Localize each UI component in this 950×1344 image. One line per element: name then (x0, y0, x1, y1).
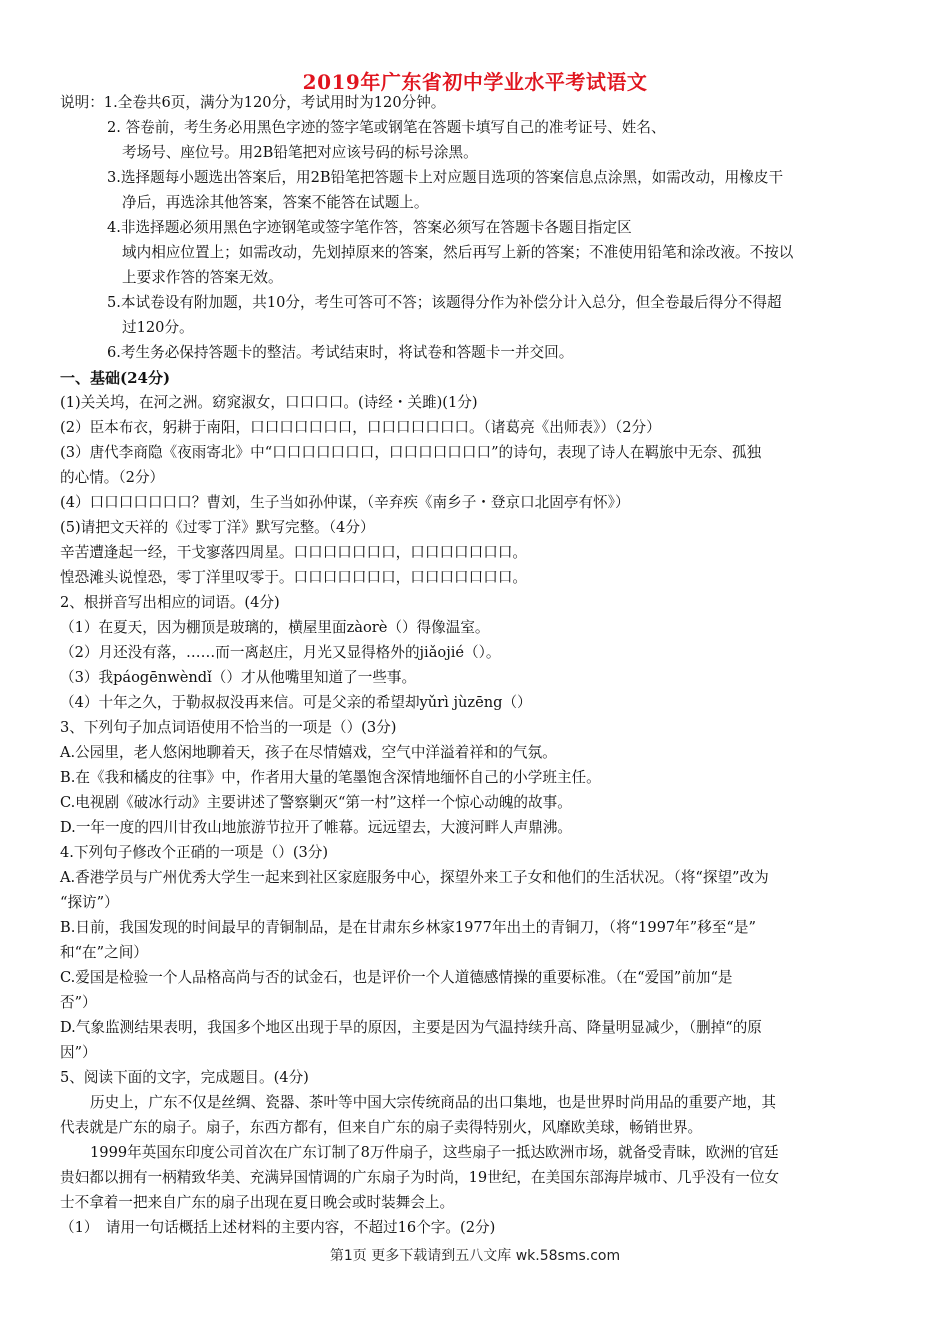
question-4-option-a: A.香港学员与广州优秀大学生一起来到社区家庭服务中心，探望外来工子女和他们的生活状况。（将“探望”改为 (60, 869, 769, 886)
question-4-option-d-cont: 因”） (60, 1044, 97, 1061)
passage-paragraph-2: 1999年英国东印度公司首次在广东订制了8万件扇子，这些扇子一抵达欧洲市场，就备受青昧，欧洲的官廷 (90, 1144, 779, 1161)
instruction-4-cont: 域内相应位置上；如需改动，先划掉原来的答案，然后再写上新的答案；不准使用铅笔和涂改液。不按以 (122, 244, 794, 261)
instruction-2: 2. 答卷前，考生务必用黑色字迹的签字笔或钢笔在答题卡填写自己的准考证号、姓名、 (107, 119, 666, 136)
poem-line-2: 惶恐滩头说惶恐，零丁洋里叹零于。口口口口口口口，口口口口口口口。 (60, 569, 528, 586)
question-5-1: （1） 请用一句话概括上述材料的主要内容，不超过16个字。(2分) (60, 1219, 496, 1236)
question-1-3: (3）唐代李商隐《夜雨寄北》中“口口口口口口口，口口口口口口口”的诗句，表现了诗人在羁旅中无奈、孤独 (60, 444, 762, 461)
question-4-option-a-cont: “探访”） (60, 894, 119, 911)
question-1-4: (4）口口口口口口口？曹刘，生子当如孙仲谋，（辛弃疾《南乡子・登京口北固亭有怀》） (60, 494, 630, 511)
page-footer: 第1页 更多下载请到五八文库 wk.58sms.com (329, 1248, 621, 1264)
question-1-5: (5)请把文天祥的《过零丁洋》默写完整。（4分） (60, 519, 375, 536)
instructions-intro: 说明：1.全卷共6页，满分为120分，考试用时为120分钟。 (60, 94, 446, 111)
question-2-4: （4）十年之久，于勒叔叔没再来信。可是父亲的希望却yǔrì jùzēng（） (60, 694, 532, 711)
question-4-option-c: C.爱国是检验一个人品格高尚与否的试金石，也是评价一个人道德感情操的重要标准。（在“爱国”前加“是 (60, 969, 733, 986)
instruction-6: 6.考生务必保持答题卡的整洁。考试结束时，将试卷和答题卡一并交回。 (107, 344, 574, 361)
instruction-4: 4.非选择题必须用黑色字迹钢笔或签字笔作答，答案必须写在答题卡各题目指定区 (107, 219, 632, 236)
question-3-option-c: C.电视剧《破冰行动》主要讲述了警察剿灭“第一村”这样一个惊心动魄的故事。 (60, 794, 572, 811)
question-3: 3、下列句子加点词语使用不恰当的一项是（）(3分) (60, 719, 397, 736)
question-4-option-b-cont: 和“在”之间） (60, 944, 148, 961)
question-2-3: （3）我páogēnwèndǐ（）才从他嘴里知道了一些事。 (60, 669, 417, 686)
question-3-option-d: D.一年一度的四川甘孜山地旅游节拉开了帷幕。远远望去，大渡河畔人声鼎沸。 (60, 819, 573, 836)
question-4: 4.下列句子修改个正硝的一项是（）(3分) (60, 844, 329, 861)
instruction-2-cont: 考场号、座位号。用2B铅笔把对应该号码的标号涂黑。 (122, 144, 478, 161)
passage-paragraph-2-cont: 贵妇都以拥有一柄精致华美、充满异国情调的广东扇子为时尚，19世纪，在美国东部海岸城市、几乎没有一位女 (60, 1169, 780, 1186)
exam-title: 2019年广东省初中学业水平考试语文 (302, 70, 648, 94)
question-1-3-cont: 的心情。（2分） (60, 469, 165, 486)
question-4-option-d: D.气象监测结果表明，我国多个地区出现于旱的原因，主要是因为气温持续升高、降量明显减少，（删掉“的原 (60, 1019, 762, 1036)
instruction-3: 3.选择题每小题选出答案后，用2B铅笔把答题卡上对应题目选项的答案信息点涂黑，如需改动，用橡皮干 (107, 169, 784, 186)
instruction-3-cont: 净后，再选涂其他答案，答案不能答在试题上。 (122, 194, 429, 211)
question-1-1: (1)关关坞，在河之洲。窈窕淑女，口口口口。(诗经・关雎)(1分) (60, 394, 478, 411)
passage-paragraph-1: 历史上，广东不仅是丝绸、瓷器、茶叶等中国大宗传统商品的出口集地，也是世界时尚用品的重要产地，其 (90, 1094, 776, 1111)
question-2-2: （2）月还没有落，……而一离赵庄，月光又显得格外的jiǎojié（）。 (60, 644, 501, 661)
question-5: 5、阅读下面的文字，完成题目。(4分) (60, 1069, 309, 1086)
instruction-5: 5.本试卷设有附加题，共10分，考生可答可不答；该题得分作为补偿分计入总分，但全卷最后得分不得超 (107, 294, 782, 311)
passage-paragraph-2-cont2: 士不拿着一把来自广东的扇子出现在夏日晚会或时装舞会上。 (60, 1194, 455, 1211)
poem-line-1: 辛苦遭逢起一经，干戈寥落四周星。口口口口口口口，口口口口口口口。 (60, 544, 528, 561)
question-2: 2、根拼音写出相应的词语。(4分) (60, 594, 280, 611)
question-4-option-c-cont: 否”） (60, 994, 97, 1011)
passage-paragraph-1-cont: 代表就是广东的扇子。扇子，东西方都有，但来自广东的扇子卖得特别火，风靡欧美球，畅销世界。 (60, 1119, 703, 1136)
question-3-option-a: A.公园里，老人悠闲地聊着天，孩子在尽情嬉戏，空气中洋溢着祥和的气氛。 (60, 744, 557, 761)
question-3-option-b: B.在《我和橘皮的往事》中，作者用大量的笔墨饱含深情地缅怀自己的小学班主任。 (60, 769, 601, 786)
section-heading-basics: 一、基础(24分) (60, 369, 171, 387)
instruction-5-cont: 过120分。 (122, 319, 194, 336)
instruction-4-cont2: 上要求作答的答案无效。 (122, 269, 283, 286)
question-1-2: (2）臣本布衣，躬耕于南阳，口口口口口口口，口口口口口口口。（诸葛亮《出师表》）（2分） (60, 419, 661, 436)
question-4-option-b: B.日前，我国发现的时间最早的青铜制品，是在甘肃东乡林家1977年出土的青铜刀，（将“1997年”移至“是” (60, 919, 756, 936)
question-2-1: （1）在夏天，因为棚顶是玻璃的，横屋里面zàorè（）得像温室。 (60, 619, 490, 636)
